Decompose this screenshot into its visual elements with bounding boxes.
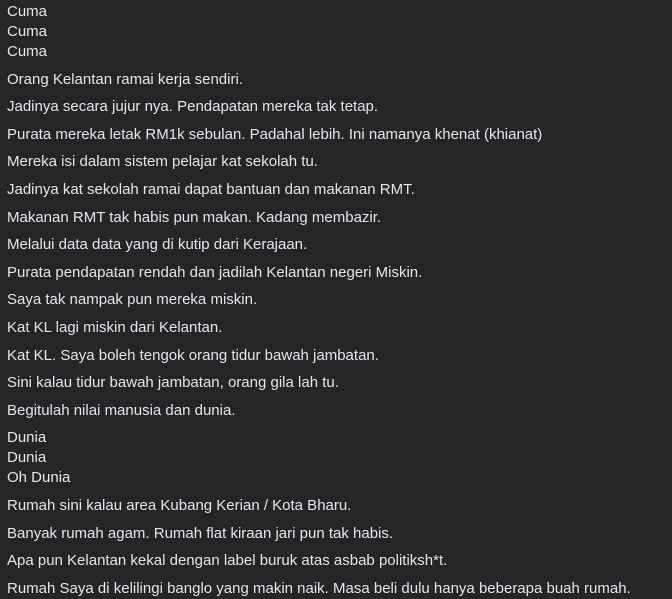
paragraph xyxy=(7,401,672,421)
text-line: Dunia xyxy=(7,449,47,467)
paragraph xyxy=(7,208,672,228)
paragraph xyxy=(7,2,672,62)
paragraph xyxy=(7,318,672,338)
text-line: Purata mereka letak RM1k sebulan. Padahal lebih. Ini namanya khenat (khianat) xyxy=(7,125,543,143)
text-line: Makanan RMT tak habis pun makan. Kadang membazir. xyxy=(7,208,382,226)
paragraph xyxy=(7,97,672,117)
text-line: Rumah Saya di kelilingi banglo yang makin naik. Masa beli dulu hanya beberapa buah rumah. xyxy=(7,579,631,597)
text-line: Begitulah nilai manusia dan dunia. xyxy=(7,401,236,419)
paragraph xyxy=(7,346,672,366)
paragraph xyxy=(7,373,672,393)
text-line: Kat KL. Saya boleh tengok orang tidur bawah jambatan. xyxy=(7,346,379,364)
paragraph xyxy=(7,235,672,255)
text-line: Jadinya secara jujur nya. Pendapatan mereka tak tetap. xyxy=(7,98,379,116)
paragraph xyxy=(7,125,672,145)
text-line: Cuma xyxy=(7,23,48,40)
text-line: Oh Dunia xyxy=(7,469,71,487)
text-line: Dunia xyxy=(7,429,47,447)
text-line: Sini kalau tidur bawah jambatan, orang gila lah tu. xyxy=(7,374,339,392)
paragraph xyxy=(7,152,672,172)
text-line: Mereka isi dalam sistem pelajar kat sekolah tu. xyxy=(7,153,318,171)
paragraph xyxy=(7,180,672,200)
text-line: Apa pun Kelantan kekal dengan label buruk atas asbab politiksh*t. xyxy=(7,552,448,570)
text-line: Banyak rumah agam. Rumah flat kiraan jari pun tak habis. xyxy=(7,524,394,542)
text-line: Jadinya kat sekolah ramai dapat bantuan dan makanan RMT. xyxy=(7,180,415,198)
text-line: Kat KL lagi miskin dari Kelantan. xyxy=(7,318,223,336)
text-line: Purata pendapatan rendah dan jadilah Kelantan negeri Miskin. xyxy=(7,263,423,281)
text-line: Melalui data data yang di kutip dari Kerajaan. xyxy=(7,236,308,254)
paragraph xyxy=(7,263,672,283)
paragraph xyxy=(7,524,672,544)
paragraph xyxy=(7,428,672,488)
text-line: Saya tak nampak pun mereka miskin. xyxy=(7,291,258,309)
text-line: Cuma xyxy=(7,3,48,20)
text-line: Cuma xyxy=(7,43,48,60)
paragraph xyxy=(7,551,672,571)
text-line: Orang Kelantan ramai kerja sendiri. xyxy=(7,70,243,88)
text-line: Rumah sini kalau area Kubang Kerian / Kota Bharu. xyxy=(7,496,352,514)
paragraph xyxy=(7,579,672,599)
paragraph xyxy=(7,70,672,90)
paragraph xyxy=(7,290,672,310)
paragraph xyxy=(7,496,672,516)
